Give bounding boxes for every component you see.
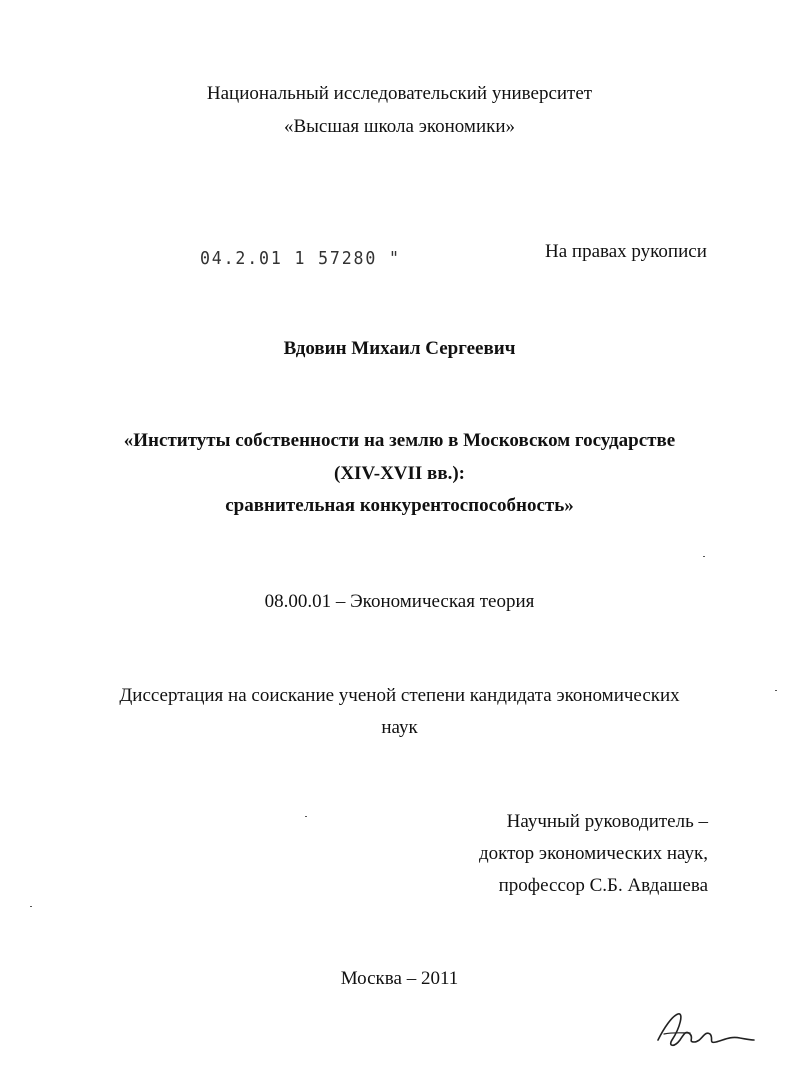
handwritten-signature <box>650 1000 760 1060</box>
scan-speck <box>703 556 705 557</box>
thesis-title-line2: (XIV-XVII вв.): <box>334 463 465 484</box>
thesis-title-line3: сравнительная конкурентоспособность» <box>225 495 574 516</box>
supervisor-line2: доктор экономических наук, <box>478 843 708 864</box>
university-name-line1: Национальный исследовательский университет <box>206 83 593 104</box>
specialty: 08.00.01 – Экономическая теория <box>264 591 535 612</box>
registration-stamp: 04.2.01 1 57280 " <box>200 248 401 269</box>
city-year: Москва – 2011 <box>340 968 459 989</box>
scan-speck <box>775 690 777 691</box>
supervisor-line1: Научный руководитель – <box>506 811 708 832</box>
scan-speck <box>305 816 307 817</box>
university-name-line2: «Высшая школа экономики» <box>283 116 516 137</box>
degree-line1: Диссертация на соискание ученой степени кандидата экономических <box>119 685 680 706</box>
manuscript-note: На правах рукописи <box>545 241 707 262</box>
degree-line2: наук <box>381 717 418 738</box>
scan-speck <box>30 906 32 907</box>
author-name: Вдовин Михаил Сергеевич <box>283 338 516 359</box>
thesis-title-line1: «Институты собственности на землю в Московском государстве <box>123 430 676 451</box>
supervisor-line3: профессор С.Б. Авдашева <box>498 875 708 896</box>
